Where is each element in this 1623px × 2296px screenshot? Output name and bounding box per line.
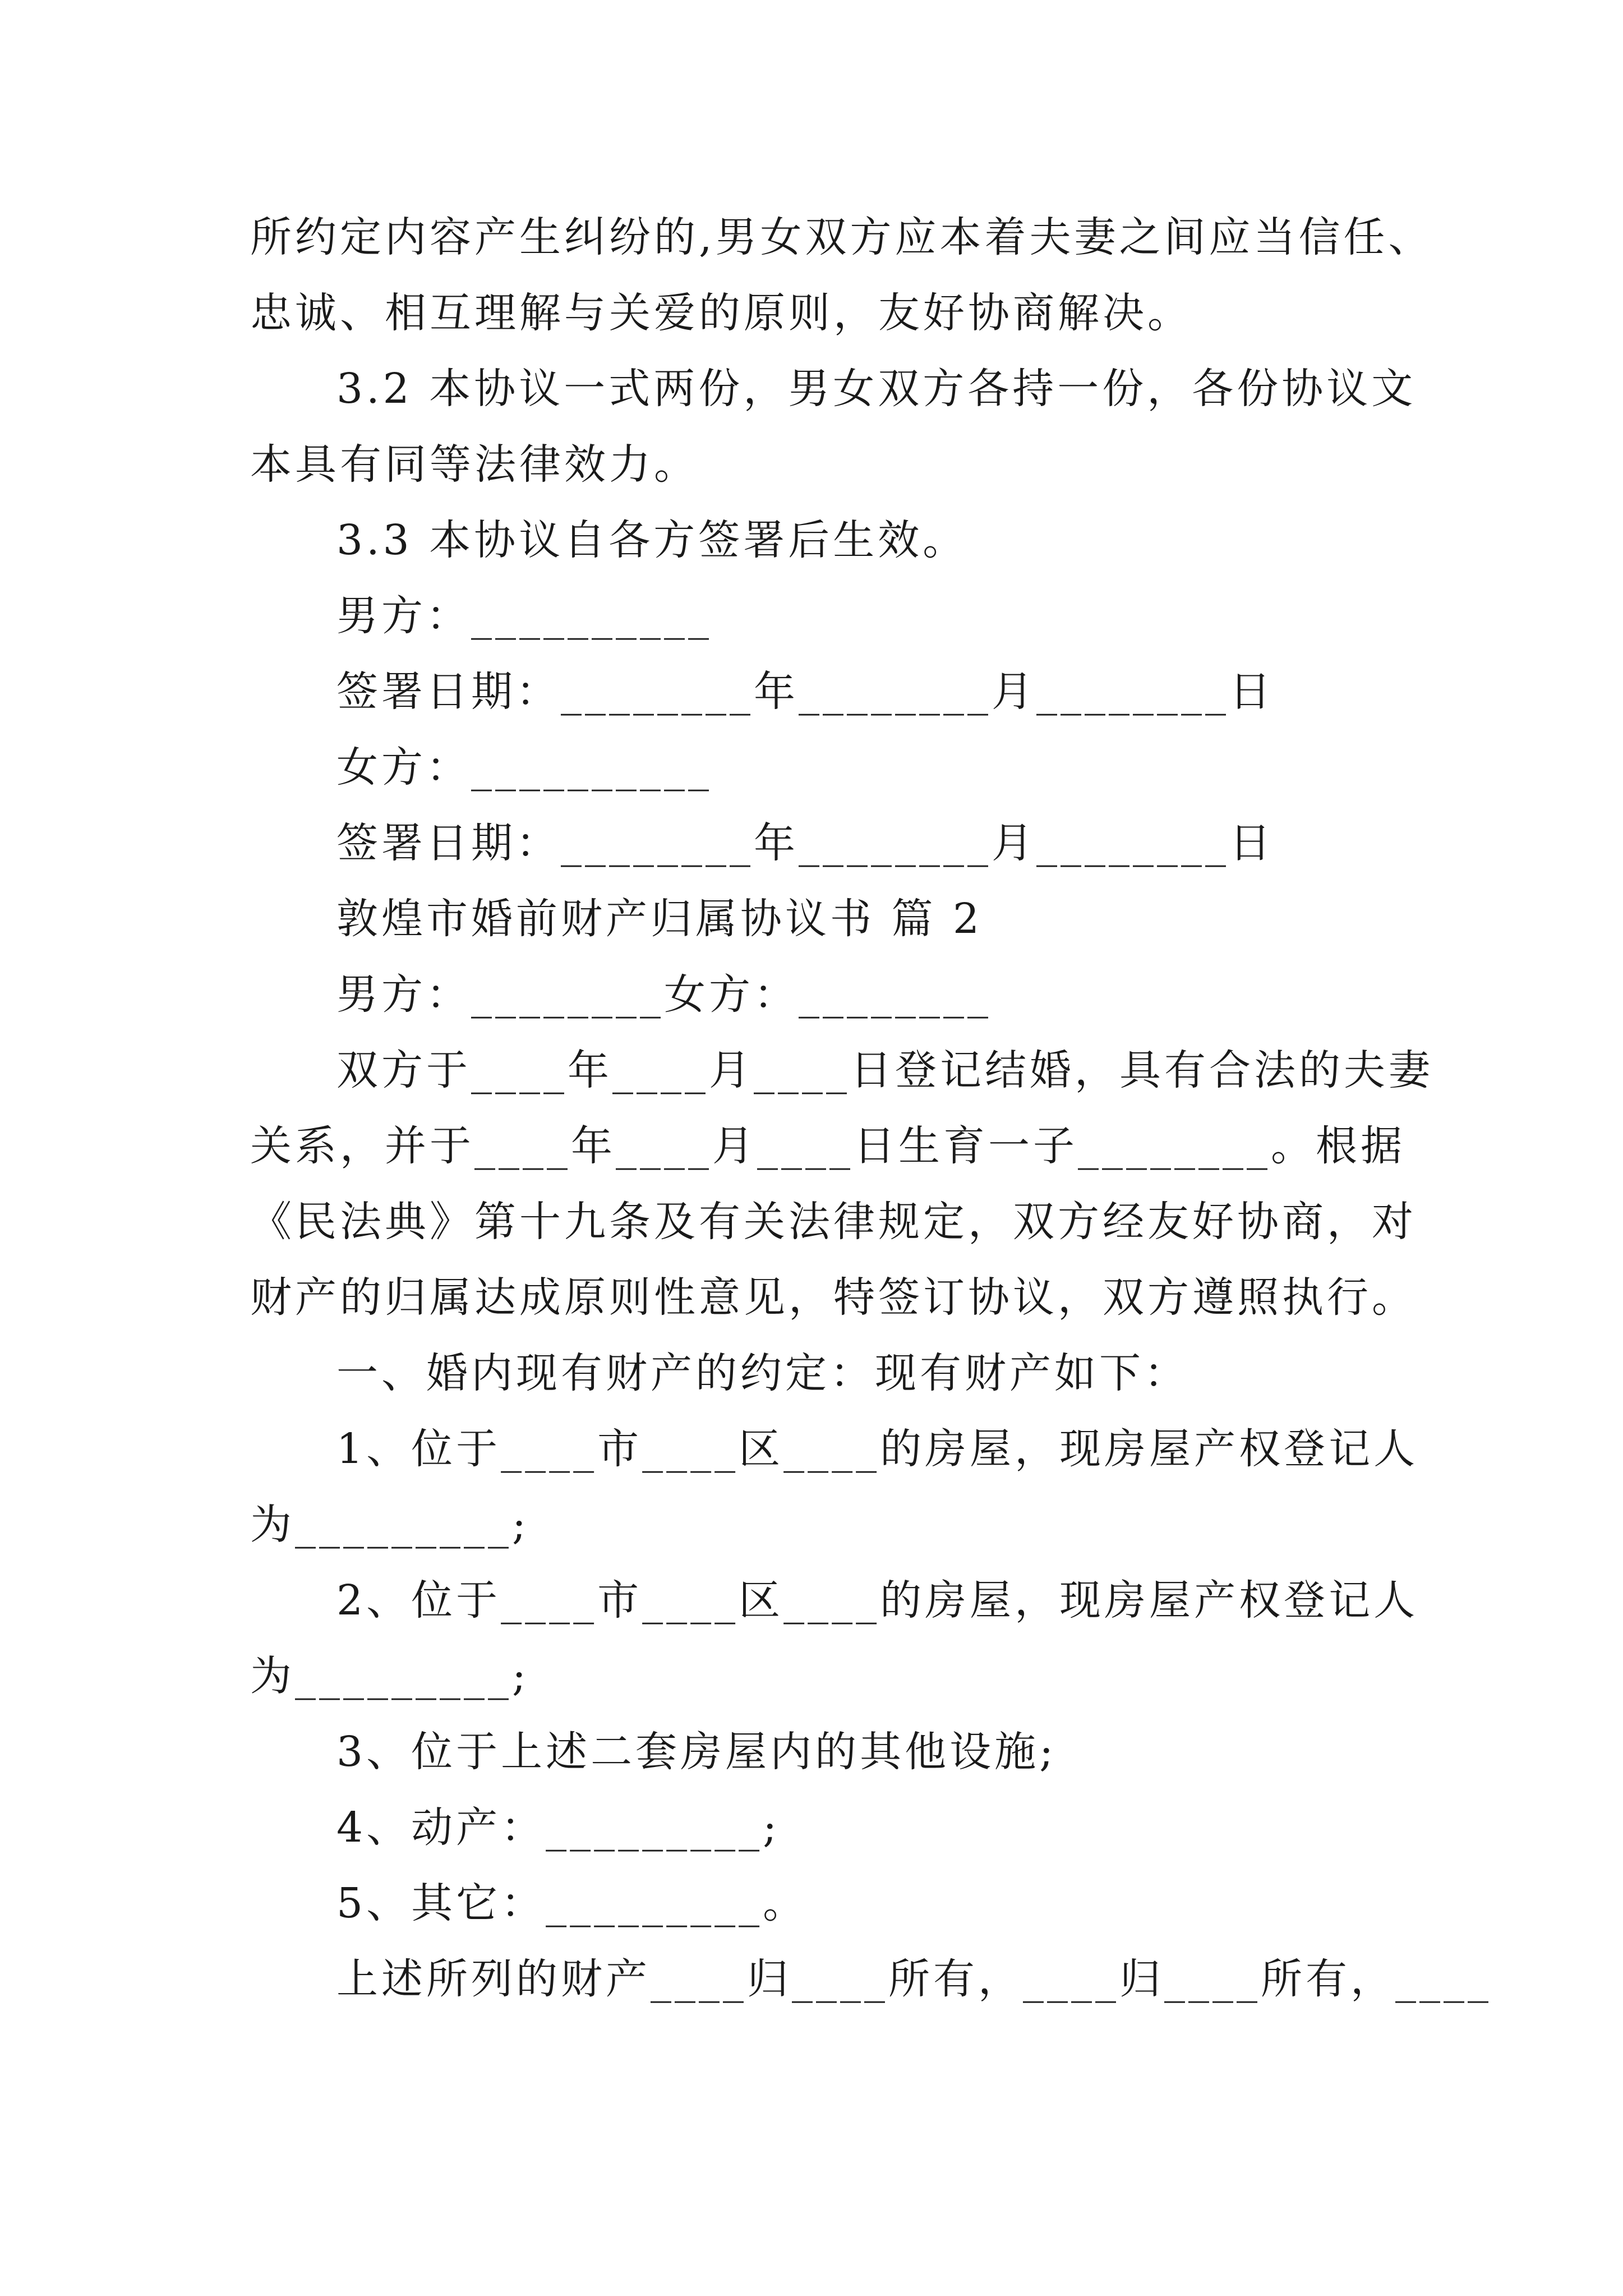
- text-line: 双方于____年____月____日登记结婚，具有合法的夫妻: [336, 1046, 1433, 1094]
- signature-date-line: 签署日期：________年________月________日: [336, 668, 1274, 716]
- list-item: 5、其它：_________。: [336, 1879, 808, 1927]
- list-item: 2、位于____市____区____的房屋，现房屋产权登记人: [336, 1576, 1419, 1625]
- section-title: 敦煌市婚前财产归属协议书 篇 2: [336, 895, 983, 943]
- signature-male-line: 男方：__________: [336, 592, 712, 640]
- list-item: 4、动产：_________;: [336, 1803, 781, 1852]
- signature-female-line: 女方：__________: [336, 743, 712, 792]
- list-item-cont: 为_________;: [250, 1652, 529, 1700]
- text-line: 3.3 本协议自各方签署后生效。: [336, 516, 968, 564]
- text-line: 上述所列的财产____归____所有，____归____所有，____: [336, 1955, 1492, 2003]
- signature-date-line: 签署日期：________年________月________日: [336, 819, 1274, 867]
- parties-line: 男方：________女方：________: [336, 970, 992, 1019]
- list-item-cont: 为_________;: [250, 1501, 529, 1549]
- text-line: 忠诚、相互理解与关爱的原则，友好协商解决。: [250, 289, 1192, 337]
- list-item: 1、位于____市____区____的房屋，现房屋产权登记人: [336, 1425, 1419, 1473]
- text-line: 本具有同等法律效力。: [250, 440, 699, 489]
- clause-heading: 一、婚内现有财产的约定：现有财产如下：: [336, 1349, 1189, 1397]
- text-line: 《民法典》第十九条及有关法律规定，双方经友好协商，对: [250, 1198, 1417, 1246]
- list-item: 3、位于上述二套房屋内的其他设施;: [336, 1728, 1057, 1776]
- text-line: 财产的归属达成原则性意见，特签订协议，双方遵照执行。: [250, 1273, 1417, 1322]
- text-line: 3.2 本协议一式两份，男女双方各持一份，各份协议文: [336, 365, 1417, 413]
- text-line: 关系，并于____年____月____日生育一子________。根据: [250, 1122, 1405, 1170]
- text-line: 所约定内容产生纠纷的,男女双方应本着夫妻之间应当信任、: [250, 213, 1433, 261]
